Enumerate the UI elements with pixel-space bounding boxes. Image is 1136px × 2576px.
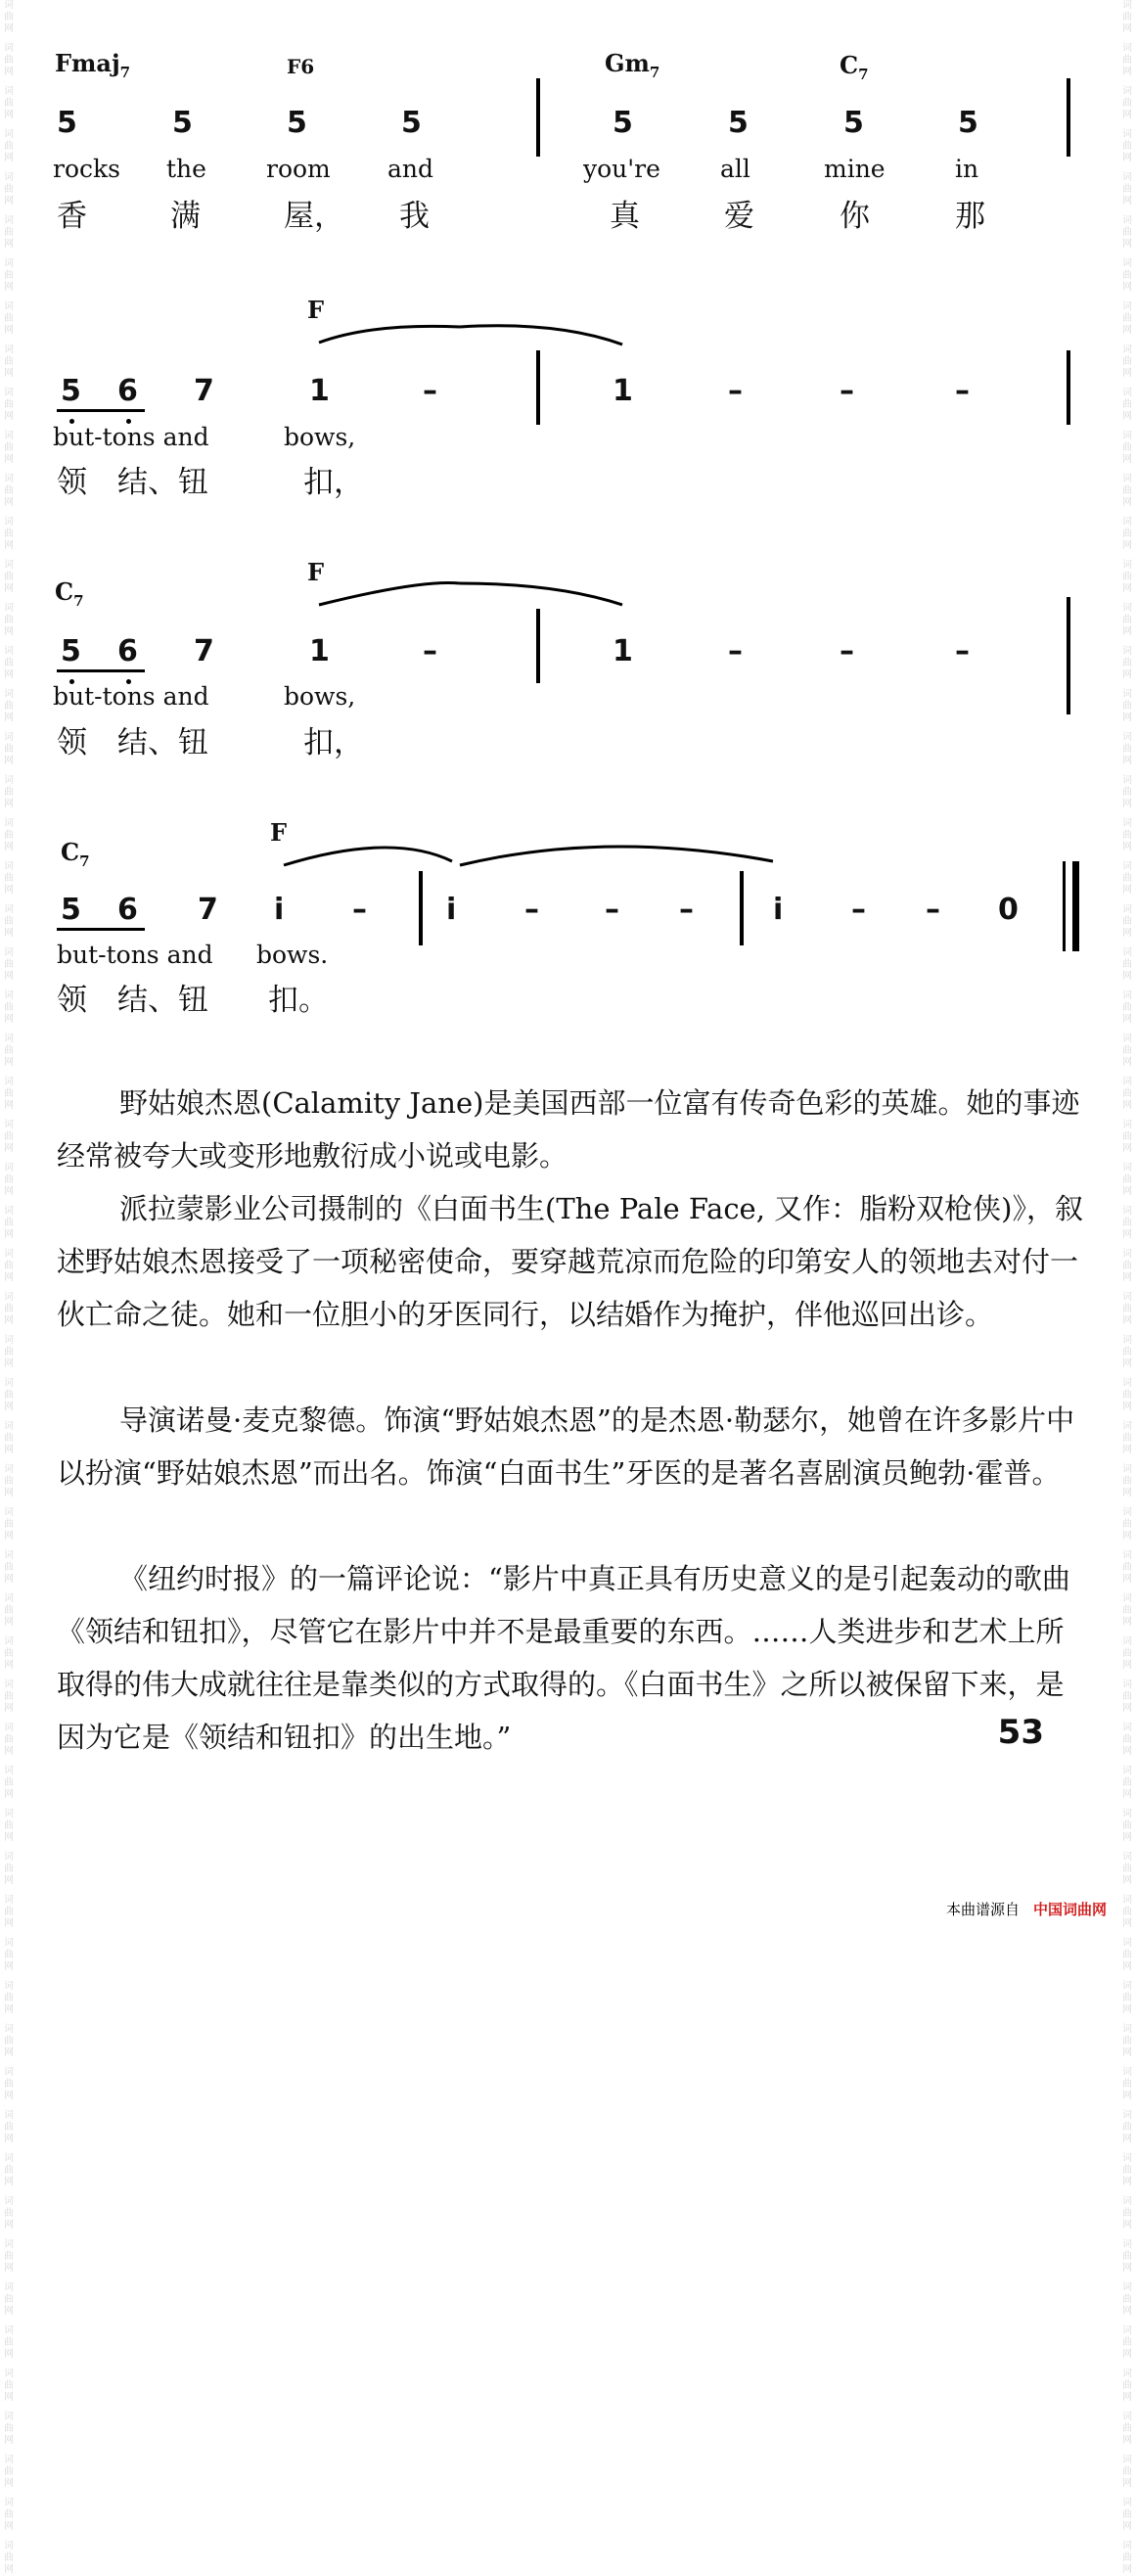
- paragraph: 导演诺曼·麦克黎德。饰演“野姑娘杰恩”的是杰恩·勒瑟尔，她曾在许多影片中以扮演“野姑娘杰恩”而出名。饰演“白面书生”牙医的是著名喜剧演员鲍勃·霍普。: [57, 1403, 1075, 1490]
- barline: [419, 871, 423, 945]
- note: 5: [61, 374, 81, 408]
- watermark-text: 词 曲 网: [4, 1464, 14, 1498]
- watermark-text: 词 曲 网: [4, 1421, 14, 1455]
- watermark-text: 词 曲 网: [4, 947, 14, 982]
- note: 5: [287, 106, 307, 140]
- watermark-text: 词 曲 网: [4, 1335, 14, 1369]
- note: i: [773, 893, 784, 927]
- chord-f: F: [307, 296, 325, 324]
- watermark-text: 词 曲 网: [1122, 947, 1132, 982]
- tie: [460, 583, 622, 605]
- watermark-text: 词 曲 网: [1122, 1852, 1132, 1886]
- lyric-zh: 那: [955, 199, 985, 234]
- lyric-zh: 你: [840, 199, 870, 234]
- watermark-text: 词 曲 网: [1122, 129, 1132, 163]
- source-brand: 中国词曲网: [1032, 1901, 1107, 1918]
- lyric-en: all: [720, 155, 750, 183]
- watermark-text: 词 曲 网: [4, 2196, 14, 2231]
- watermark-text: 词 曲 网: [1122, 1335, 1132, 1369]
- note: –: [423, 374, 437, 408]
- lyric-zh: 我: [399, 199, 430, 234]
- chord-c7: $C_7$: [61, 838, 90, 870]
- lyric-zh: 结、钮: [117, 465, 208, 500]
- watermark-text: 词 曲 网: [4, 258, 14, 293]
- watermark-text: 词 曲 网: [1122, 1378, 1132, 1412]
- watermark-text: 词 曲 网: [4, 2541, 14, 2575]
- lyric-en: bows.: [256, 941, 329, 969]
- source-credit: [946, 1899, 1107, 1919]
- lyric-en: in: [955, 155, 979, 183]
- watermark-text: 词 曲 网: [1122, 517, 1132, 551]
- note: 5: [172, 106, 193, 140]
- lyric-en: mine: [824, 155, 886, 183]
- note: –: [524, 893, 539, 927]
- lyric-zh: 扣，: [303, 725, 364, 760]
- watermark-text: 词 曲 网: [4, 301, 14, 336]
- watermark-text: 词 曲 网: [1122, 560, 1132, 594]
- watermark-text: 词 曲 网: [4, 1034, 14, 1068]
- lyric-zh: 满: [170, 199, 201, 234]
- watermark-text: 词 曲 网: [4, 775, 14, 809]
- watermark-text: 词 曲 网: [1122, 1292, 1132, 1326]
- watermark-text: 词 曲 网: [1122, 345, 1132, 379]
- barline: [1067, 350, 1070, 425]
- watermark-text: 词 曲 网: [4, 2412, 14, 2446]
- note: 1: [309, 374, 330, 408]
- lyric-en: rocks: [53, 155, 120, 183]
- note: 5: [843, 106, 864, 140]
- watermark-text: 词 曲 网: [1122, 474, 1132, 508]
- watermark-text: 词 曲 网: [4, 689, 14, 723]
- watermark-text: 词 曲 网: [1122, 1421, 1132, 1455]
- note: 5: [613, 106, 633, 140]
- watermark-text: 词 曲 网: [1122, 1550, 1132, 1585]
- watermark-text: 词 曲 网: [1122, 775, 1132, 809]
- lyric-en: bows,: [284, 682, 356, 711]
- watermark-text: 词 曲 网: [4, 990, 14, 1025]
- watermark-text: 词 曲 网: [4, 2024, 14, 2058]
- watermark-text: 词 曲 网: [1122, 2498, 1132, 2532]
- watermark-text: 词 曲 网: [1122, 1766, 1132, 1800]
- final-barline-thin: [1063, 861, 1066, 951]
- lyric-zh: 扣，: [303, 465, 364, 500]
- note: 5: [61, 893, 81, 927]
- note: –: [352, 893, 367, 927]
- watermark-text: 词 曲 网: [1122, 1034, 1132, 1068]
- watermark-text: 词 曲 网: [1122, 1723, 1132, 1757]
- watermark-text: 词 曲 网: [4, 560, 14, 594]
- note: 5: [728, 106, 749, 140]
- watermark-text: 词 曲 网: [4, 43, 14, 77]
- chord-gm7: $Gm_7$: [605, 49, 660, 81]
- note: 5: [958, 106, 978, 140]
- chord-f: F: [307, 558, 325, 586]
- note: 1: [309, 634, 330, 668]
- lyric-en: room: [266, 155, 331, 183]
- watermark-text: 词 曲 网: [1122, 2153, 1132, 2187]
- watermark-text: 词 曲 网: [1122, 732, 1132, 766]
- watermark-text: 词 曲 网: [4, 1981, 14, 2015]
- watermark-text: 词 曲 网: [4, 0, 14, 34]
- watermark-text: 词 曲 网: [4, 1809, 14, 1843]
- watermark-text: 词 曲 网: [4, 603, 14, 637]
- watermark-text: 词 曲 网: [1122, 646, 1132, 680]
- watermark-text: 词 曲 网: [1122, 301, 1132, 336]
- watermark-text: 词 曲 网: [1122, 2196, 1132, 2231]
- watermark-text: 词 曲 网: [1122, 1464, 1132, 1498]
- watermark-text: 词 曲 网: [4, 86, 14, 120]
- watermark-text: 词 曲 网: [4, 2369, 14, 2403]
- watermark-text: 词 曲 网: [4, 904, 14, 939]
- watermark-text: 词 曲 网: [1122, 861, 1132, 896]
- watermark-text: 词 曲 网: [1122, 86, 1132, 120]
- watermark-text: 词 曲 网: [4, 1723, 14, 1757]
- watermark-text: 词 曲 网: [4, 1852, 14, 1886]
- underline: [57, 669, 145, 672]
- watermark-text: 词 曲 网: [4, 1163, 14, 1197]
- paragraph: 野姑娘杰恩(Calamity Jane)是美国西部一位富有传奇色彩的英雄。她的事迹经常被夸大或变形地敷衍成小说或电影。: [57, 1086, 1080, 1173]
- watermark-text: 词 曲 网: [4, 646, 14, 680]
- lyric-zh: 屋，: [284, 199, 344, 234]
- watermark-text: 词 曲 网: [4, 1938, 14, 1972]
- watermark-text: 词 曲 网: [1122, 603, 1132, 637]
- barline: [536, 350, 540, 425]
- barline: [536, 609, 540, 683]
- watermark-text: 词 曲 网: [1122, 2325, 1132, 2360]
- watermark-text: 词 曲 网: [1122, 1679, 1132, 1714]
- final-barline-thick: [1072, 861, 1079, 951]
- watermark-text: 词 曲 网: [4, 1292, 14, 1326]
- watermark-text: 词 曲 网: [4, 215, 14, 250]
- watermark-text: 词 曲 网: [4, 1895, 14, 1929]
- note: 6: [117, 893, 138, 927]
- lyric-en: but-tons and: [57, 941, 213, 969]
- note: i: [446, 893, 457, 927]
- lyric-zh: 领: [57, 725, 87, 760]
- watermark-text: 词 曲 网: [1122, 1120, 1132, 1154]
- watermark-text: 词 曲 网: [1122, 2369, 1132, 2403]
- watermark-text: 词 曲 网: [4, 861, 14, 896]
- note: 7: [194, 634, 214, 668]
- note: –: [679, 893, 694, 927]
- note: 1: [613, 374, 633, 408]
- watermark-text: 词 曲 网: [4, 1120, 14, 1154]
- note: 1: [613, 634, 633, 668]
- note: 5: [57, 106, 77, 140]
- source-label: 本曲谱源自: [945, 1901, 1020, 1918]
- paragraph: 《纽约时报》的一篇评论说：“影片中真正具有历史意义的是引起轰动的歌曲《领结和钮扣》，尽管它在影片中并不是最重要的东西。……人类进步和艺术上所取得的伟大成就往往是靠类似的方式取得的。《白面书生》之所以被保留下来，是因为它是《领结和钮扣》的出生地。”: [57, 1562, 1070, 1754]
- note: –: [926, 893, 940, 927]
- page-number: 53: [997, 1713, 1044, 1752]
- note: 7: [198, 893, 218, 927]
- tie: [319, 326, 460, 343]
- watermark-text: 词 曲 网: [1122, 1206, 1132, 1240]
- watermark-text: 词 曲 网: [1122, 215, 1132, 250]
- note: 5: [401, 106, 422, 140]
- lyric-zh: 领: [57, 983, 87, 1018]
- underline: [57, 409, 145, 412]
- watermark-text: 词 曲 网: [4, 1206, 14, 1240]
- watermark-text: 词 曲 网: [4, 2455, 14, 2489]
- lyric-en: you're: [583, 155, 660, 183]
- watermark-text: 词 曲 网: [1122, 2282, 1132, 2317]
- note: –: [955, 634, 970, 668]
- watermark-text: 词 曲 网: [1122, 172, 1132, 207]
- watermark-text: 词 曲 网: [1122, 2067, 1132, 2101]
- watermark-text: 词 曲 网: [4, 2498, 14, 2532]
- chord-c7: $C_7$: [55, 577, 84, 610]
- watermark-text: 词 曲 网: [4, 172, 14, 207]
- lyric-zh: 香: [57, 199, 87, 234]
- underline: [57, 928, 145, 931]
- watermark-text: 词 曲 网: [1122, 258, 1132, 293]
- lyric-en: but-tons and: [53, 682, 209, 711]
- watermark-text: 词 曲 网: [1122, 1809, 1132, 1843]
- watermark-text: 词 曲 网: [1122, 0, 1132, 34]
- watermark-text: 词 曲 网: [1122, 1895, 1132, 1929]
- watermark-text: 词 曲 网: [4, 1378, 14, 1412]
- watermark-text: 词 曲 网: [4, 818, 14, 852]
- note: 5: [61, 634, 81, 668]
- watermark-text: 词 曲 网: [4, 1550, 14, 1585]
- watermark-text: 词 曲 网: [1122, 2024, 1132, 2058]
- lyric-en: the: [166, 155, 206, 183]
- lyric-zh: 结、钮: [117, 983, 208, 1018]
- barline: [740, 871, 744, 945]
- note: –: [728, 634, 743, 668]
- watermark-text: 词 曲 网: [4, 431, 14, 465]
- note: 6: [117, 634, 138, 668]
- watermark-text: 词 曲 网: [1122, 1249, 1132, 1283]
- watermark-text: 词 曲 网: [4, 129, 14, 163]
- note: –: [728, 374, 743, 408]
- watermark-text: 词 曲 网: [4, 2282, 14, 2317]
- watermark-text: 词 曲 网: [4, 1593, 14, 1628]
- watermark-text: 词 曲 网: [1122, 1077, 1132, 1111]
- lyric-zh: 结、钮: [117, 725, 208, 760]
- watermark-text: 词 曲 网: [1122, 1507, 1132, 1541]
- watermark-text: 词 曲 网: [4, 2239, 14, 2274]
- lyric-zh: 爱: [724, 199, 754, 234]
- chord-f: F: [270, 818, 288, 847]
- watermark-text: 词 曲 网: [4, 1249, 14, 1283]
- tie: [460, 847, 773, 865]
- watermark-text: 词 曲 网: [4, 2110, 14, 2144]
- note: –: [840, 634, 854, 668]
- watermark-text: 词 曲 网: [4, 1507, 14, 1541]
- watermark-text: 词 曲 网: [4, 345, 14, 379]
- note: 6: [117, 374, 138, 408]
- watermark-text: 词 曲 网: [1122, 818, 1132, 852]
- note: –: [851, 893, 866, 927]
- watermark-text: 词 曲 网: [1122, 1593, 1132, 1628]
- watermark-text: 词 曲 网: [1122, 2455, 1132, 2489]
- watermark-text: 词 曲 网: [1122, 2412, 1132, 2446]
- watermark-text: 词 曲 网: [1122, 689, 1132, 723]
- watermark-text: 词 曲 网: [4, 2325, 14, 2360]
- chord-c7: $C_7$: [840, 51, 869, 83]
- watermark-text: 词 曲 网: [4, 388, 14, 422]
- watermark-text: 词 曲 网: [1122, 1163, 1132, 1197]
- note: –: [955, 374, 970, 408]
- watermark-text: 词 曲 网: [4, 2153, 14, 2187]
- chord-f6: F6: [287, 55, 315, 78]
- lyric-en: bows,: [284, 423, 356, 451]
- lyric-en: but-tons and: [53, 423, 209, 451]
- watermark-text: 词 曲 网: [1122, 1981, 1132, 2015]
- tie: [319, 582, 460, 605]
- watermark-text: 词 曲 网: [1122, 388, 1132, 422]
- watermark-text: 词 曲 网: [1122, 1636, 1132, 1671]
- note: 0: [998, 893, 1019, 927]
- watermark-text: 词 曲 网: [4, 474, 14, 508]
- watermark-text: 词 曲 网: [4, 1766, 14, 1800]
- chord-fmaj7: Fmaj$_7$: [55, 49, 131, 81]
- watermark-text: 词 曲 网: [1122, 2541, 1132, 2575]
- note: –: [423, 634, 437, 668]
- watermark-text: 词 曲 网: [1122, 43, 1132, 77]
- lyric-en: and: [387, 155, 434, 183]
- barline: [1067, 597, 1070, 714]
- watermark-text: 词 曲 网: [4, 732, 14, 766]
- watermark-text: 词 曲 网: [4, 1636, 14, 1671]
- watermark-text: 词 曲 网: [4, 2067, 14, 2101]
- note: i: [274, 893, 285, 927]
- watermark-text: 词 曲 网: [1122, 1938, 1132, 1972]
- lyric-zh: 领: [57, 465, 87, 500]
- lyric-zh: 扣。: [268, 983, 329, 1018]
- lyric-zh: 真: [610, 199, 640, 234]
- watermark-text: 词 曲 网: [4, 1077, 14, 1111]
- note: 7: [194, 374, 214, 408]
- watermark-text: 词 曲 网: [1122, 431, 1132, 465]
- watermark-text: 词 曲 网: [1122, 990, 1132, 1025]
- watermark-text: 词 曲 网: [4, 517, 14, 551]
- watermark-text: 词 曲 网: [1122, 904, 1132, 939]
- watermark-text: 词 曲 网: [4, 1679, 14, 1714]
- watermark-text: 词 曲 网: [1122, 2110, 1132, 2144]
- paragraph: 派拉蒙影业公司摄制的《白面书生(The Pale Face, 又作：脂粉双枪侠)》，叙述野姑娘杰恩接受了一项秘密使命，要穿越荒凉而危险的印第安人的领地去对付一伙亡命之徒。她和一位胆小的牙医同行，以结婚作为掩护，伴他巡回出诊。: [57, 1192, 1083, 1331]
- note: –: [605, 893, 619, 927]
- tie: [460, 326, 622, 345]
- tie: [284, 848, 452, 865]
- note: –: [840, 374, 854, 408]
- watermark-text: 词 曲 网: [1122, 2239, 1132, 2274]
